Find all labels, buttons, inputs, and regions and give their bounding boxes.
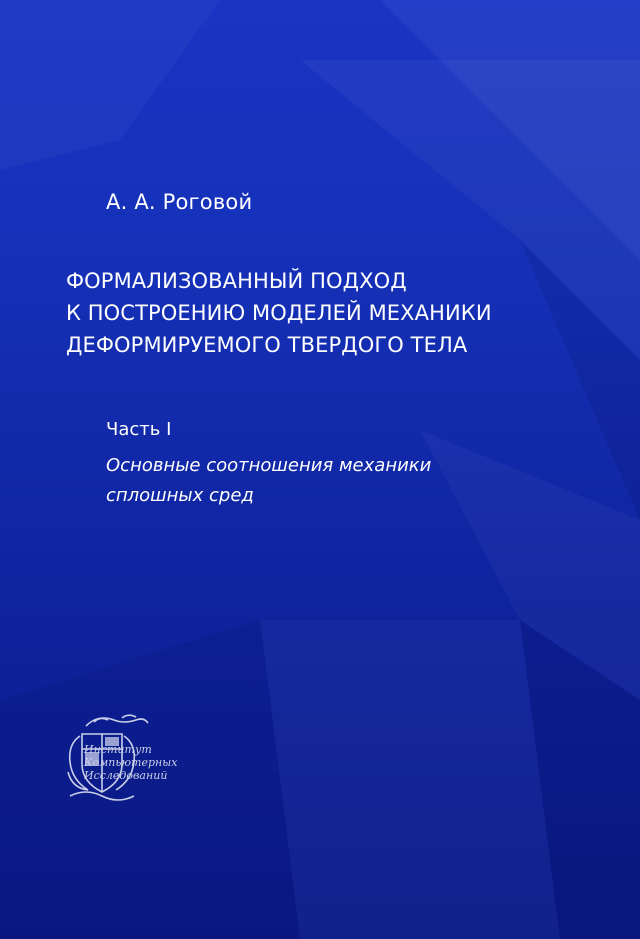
publisher-name — [84, 743, 177, 782]
subtitle-line: Основные соотношения механики — [106, 455, 432, 476]
title-line: ФОРМАЛИЗОВАННЫЙ ПОДХОД — [66, 269, 407, 293]
book-subtitle — [106, 451, 566, 511]
publisher-name-line: Исследований — [84, 769, 168, 782]
book-title — [66, 265, 586, 361]
publisher-name-line: Компьютерных — [84, 756, 178, 769]
subtitle-line: сплошных сред — [106, 485, 254, 506]
title-line: ДЕФОРМИРУЕМОГО ТВЕРДОГО ТЕЛА — [66, 333, 468, 357]
author-name: А. А. Роговой — [106, 190, 253, 214]
title-line: К ПОСТРОЕНИЮ МОДЕЛЕЙ МЕХАНИКИ — [66, 301, 492, 325]
publisher-name-line: Институт — [84, 743, 152, 756]
part-label: Часть I — [106, 419, 172, 440]
